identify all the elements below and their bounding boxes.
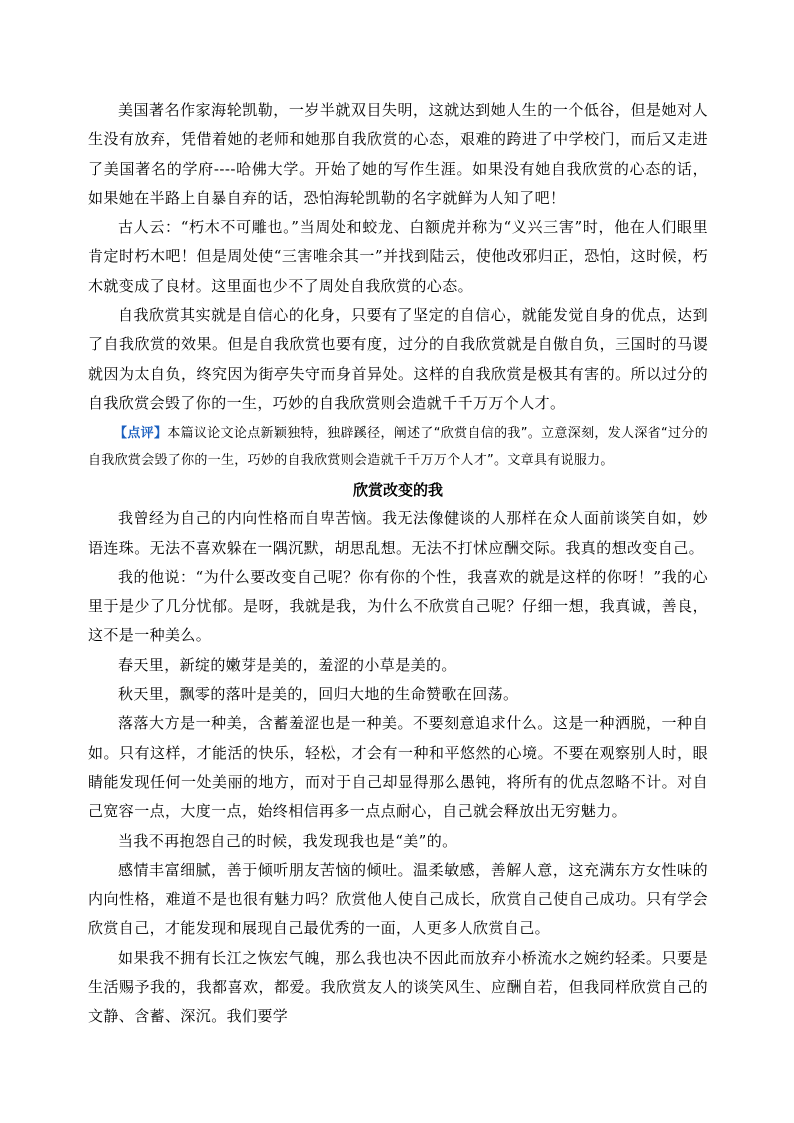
essay-title: 欣赏改变的我: [352, 481, 443, 500]
review-comment: [88, 420, 708, 474]
paragraph-sensitive: 感情丰富细腻，善于倾听朋友苦恼的倾吐。温柔敏感，善解人意，这充满东方女性味的内向性格，难道不是也很有魅力吗？欣赏他人使自己成长，欣赏自己使自己成功。只有学会欣赏自己，才能发现和展现自己最优秀的一面，人更多人欣赏自己。: [88, 860, 708, 938]
paragraph-his-words: 我的他说：“为什么要改变自己呢？你有你的个性，我喜欢的就是这样的你呀！”我的心里于是少了几分忧郁。是呀，我就是我，为什么不欣赏自己呢？仔细一想，我真诚，善良，这不是一种美么。: [88, 567, 708, 645]
paragraph-spring: 春天里，新绽的嫩芽是美的，羞涩的小草是美的。: [118, 655, 457, 674]
paragraph-helen-keller: 美国著名作家海轮凯勒，一岁半就双目失明，这就达到她人生的一个低谷，但是她对人生没有放弃，凭借着她的老师和她那自我欣赏的心态，艰难的跨进了中学校门，而后又走进了美国著名的学府----哈佛大学。开始了她的写作生涯。如果没有她自我欣赏的心态的话，如果她在半路上自暴自弃的话，恐怕海轮凯勒的名字就鲜为人知了吧！: [88, 101, 708, 207]
paragraph-zhou-chu: 古人云：“朽木不可雕也。”当周处和蛟龙、白额虎并称为“义兴三害”时，他在人们眼里肯定时朽木吧！但是周处使“三害唯余其一”并找到陆云，使他改邪归正，恐怕，这时候，朽木就变成了良材。这里面也少不了周处自我欣赏的心态。: [88, 218, 708, 295]
paragraph-yangtze: 如果我不拥有长江之恢宏气魄，那么我也决不因此而放弃小桥流水之婉约轻柔。只要是生活赐予我的，我都喜欢，都爱。我欣赏友人的谈笑风生、应酬自若，但我同样欣赏自己的文静、含蓄、深沉。我们要学: [88, 948, 708, 1026]
document-page: [88, 96, 708, 1032]
paragraph-autumn: 秋天里，飘零的落叶是美的，回归大地的生命赞歌在回荡。: [118, 685, 519, 704]
paragraph-no-complaint: 当我不再抱怨自己的时候，我发现我也是“美”的。: [118, 831, 458, 850]
paragraph-introvert: 我曾经为自己的内向性格而自卑苦恼。我无法像健谈的人那样在众人面前谈笑自如，妙语连珠。无法不喜欢躲在一隅沉默，胡思乱想。无法不打怵应酬交际。我真的想改变自己。: [88, 509, 708, 557]
paragraph-beauty: 落落大方是一种美，含蓄羞涩也是一种美。不要刻意追求什么。这是一种洒脱，一种自如。只有这样，才能活的快乐，轻松，才会有一种和平悠然的心境。不要在观察别人时，眼睛能发现任何一处美丽的地方，而对于自己却显得那么愚钝，将所有的优点忽略不计。对自己宽容一点，大度一点，始终相信再多一点点耐心，自己就会释放出无穷魅力。: [88, 714, 708, 821]
paragraph-self-appreciation: 自我欣赏其实就是自信心的化身，只要有了坚定的自信心，就能发觉自身的优点，达到了自我欣赏的效果。但是自我欣赏也要有度，过分的自我欣赏就是自傲自负，三国时的马谡就因为太自负，终究因为街亭失守而身首异处。这样的自我欣赏是极其有害的。所以过分的自我欣赏会毁了你的一生，巧妙的自我欣赏则会造就千千万万个人才。: [88, 306, 708, 412]
review-comment-text: 本篇议论文论点新颖独特，独辟蹊径，阐述了“欣赏自信的我”。立意深刻，发人深省“过分的自我欣赏会毁了你的一生，巧妙的自我欣赏则会造就千千万万个人才”。文章具有说服力。: [88, 426, 708, 469]
review-comment-label: 【点评】: [114, 426, 168, 442]
